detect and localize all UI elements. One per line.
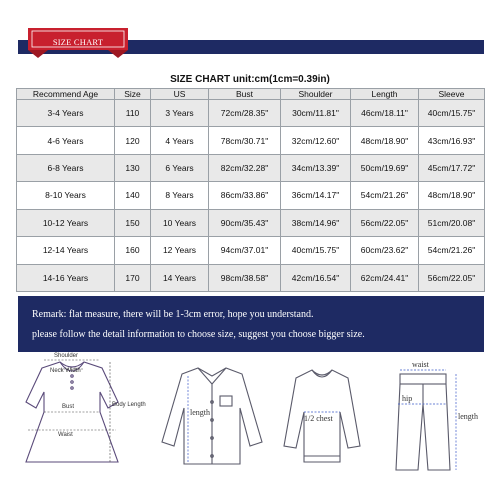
label-neck-width: Neck Width — [50, 368, 81, 374]
table-row — [17, 237, 485, 264]
label-bust: Bust — [62, 404, 75, 410]
cell-bust: 98cm/38.58" — [209, 264, 281, 291]
cell-sleeve: 43cm/16.93" — [419, 127, 485, 154]
cell-length: 50cm/19.69" — [351, 154, 419, 181]
cell-bust: 94cm/37.01" — [209, 237, 281, 264]
cell-length: 56cm/22.05" — [351, 209, 419, 236]
cell-size: 120 — [115, 127, 151, 154]
cell-sleeve: 45cm/17.72" — [419, 154, 485, 181]
cell-shoulder: 38cm/14.96" — [281, 209, 351, 236]
cell-bust: 90cm/35.43" — [209, 209, 281, 236]
cell-bust: 78cm/30.71" — [209, 127, 281, 154]
cell-us: 8 Years — [151, 182, 209, 209]
cell-us: 10 Years — [151, 209, 209, 236]
cell-length: 60cm/23.62" — [351, 237, 419, 264]
cell-us: 3 Years — [151, 100, 209, 127]
label-body-length: Body Length — [112, 402, 146, 408]
measurement-illustrations — [0, 352, 500, 500]
cell-sleeve: 56cm/22.05" — [419, 264, 485, 291]
cell-size: 170 — [115, 264, 151, 291]
label-waist: Waist — [58, 432, 73, 438]
cell-sleeve: 51cm/20.08" — [419, 209, 485, 236]
measurement-diagrams — [0, 352, 500, 500]
cell-us: 14 Years — [151, 264, 209, 291]
table-row — [17, 182, 485, 209]
label-hip: hip — [402, 394, 413, 403]
size-chart-banner — [24, 28, 132, 58]
cell-age: 8-10 Years — [17, 182, 115, 209]
cell-sleeve: 40cm/15.75" — [419, 100, 485, 127]
cell-length: 54cm/21.26" — [351, 182, 419, 209]
table-row — [17, 209, 485, 236]
cell-sleeve: 54cm/21.26" — [419, 237, 485, 264]
table-header-row — [17, 89, 485, 100]
header-bust: Bust — [209, 89, 281, 100]
label-pants-waist: waist — [412, 360, 429, 369]
cell-size: 110 — [115, 100, 151, 127]
remark-text: Remark: flat measure, there will be 1-3cm error, hope you understand. — [32, 309, 314, 320]
pants-diagram — [396, 374, 450, 470]
header-size: Size — [115, 89, 151, 100]
cell-size: 150 — [115, 209, 151, 236]
cell-shoulder: 42cm/16.54" — [281, 264, 351, 291]
label-half-chest: 1/2 chest — [304, 414, 333, 423]
cell-shoulder: 32cm/12.60" — [281, 127, 351, 154]
cell-bust: 86cm/33.86" — [209, 182, 281, 209]
cell-shoulder: 36cm/14.17" — [281, 182, 351, 209]
cell-length: 62cm/24.41" — [351, 264, 419, 291]
header-us: US — [151, 89, 209, 100]
header-length: Length — [351, 89, 419, 100]
size-chart-table — [16, 88, 485, 292]
shirt-diagram — [162, 368, 262, 464]
table-row — [17, 100, 485, 127]
table-row — [17, 127, 485, 154]
cell-size: 160 — [115, 237, 151, 264]
cell-us: 12 Years — [151, 237, 209, 264]
cell-length: 48cm/18.90" — [351, 127, 419, 154]
size-chart-title: SIZE CHART unit:cm(1cm=0.39in) — [170, 74, 330, 85]
cell-length: 46cm/18.11" — [351, 100, 419, 127]
label-shoulder: Shoulder — [54, 353, 79, 359]
header-recommend-age: Recommend Age — [17, 89, 115, 100]
cell-shoulder: 30cm/11.81" — [281, 100, 351, 127]
remark-box — [18, 296, 484, 352]
cell-size: 130 — [115, 154, 151, 181]
cell-us: 6 Years — [151, 154, 209, 181]
table-row — [17, 264, 485, 291]
cell-bust: 82cm/32.28" — [209, 154, 281, 181]
cell-age: 14-16 Years — [17, 264, 115, 291]
remark-advice-text: please follow the detail information to choose size, suggest you choose bigger size. — [32, 329, 365, 340]
cell-age: 10-12 Years — [17, 209, 115, 236]
cell-age: 4-6 Years — [17, 127, 115, 154]
banner-label: SIZE CHART — [52, 37, 104, 47]
cell-sleeve: 48cm/18.90" — [419, 182, 485, 209]
cell-shoulder: 34cm/13.39" — [281, 154, 351, 181]
table-row — [17, 154, 485, 181]
cell-size: 140 — [115, 182, 151, 209]
cell-us: 4 Years — [151, 127, 209, 154]
label-pants-length: length — [458, 412, 478, 421]
header-sleeve: Sleeve — [419, 89, 485, 100]
cell-bust: 72cm/28.35" — [209, 100, 281, 127]
cell-age: 12-14 Years — [17, 237, 115, 264]
label-shirt-length: length — [190, 408, 210, 417]
cell-age: 6-8 Years — [17, 154, 115, 181]
cell-shoulder: 40cm/15.75" — [281, 237, 351, 264]
header-shoulder: Shoulder — [281, 89, 351, 100]
cell-age: 3-4 Years — [17, 100, 115, 127]
